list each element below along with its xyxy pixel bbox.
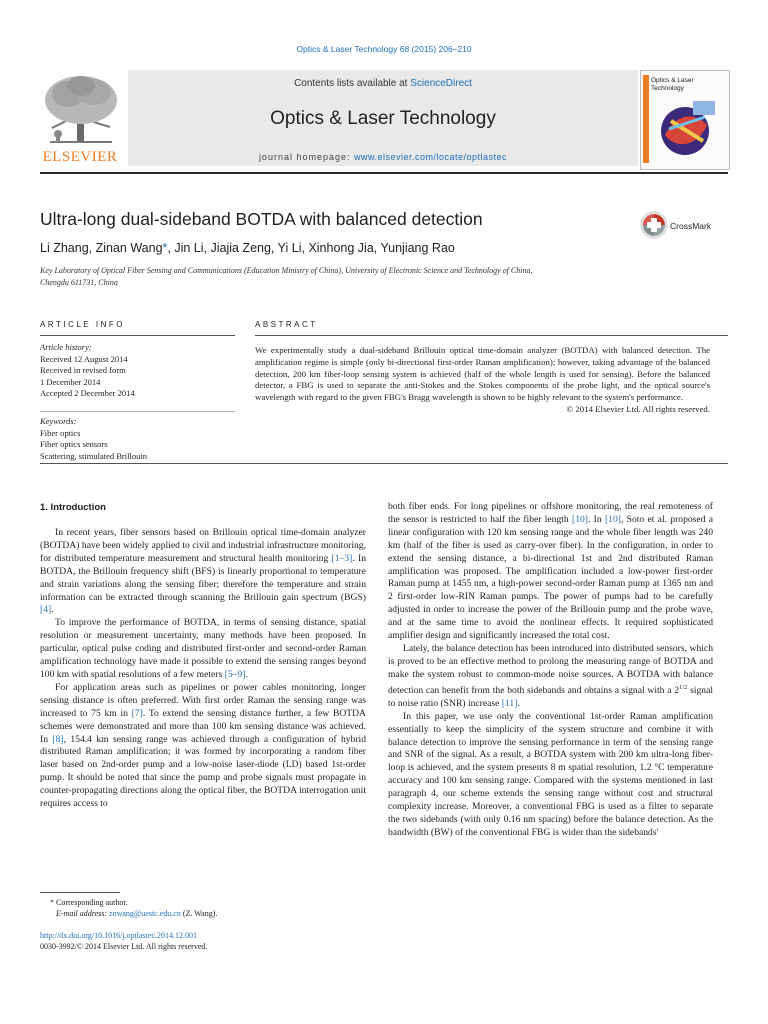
abstract-paragraph: We experimentally study a dual-sideband Brillouin optical time-domain analyzer (BOTDA) with balanced detection. The amplification regime is simple (only bi-directional first-order Raman amplification); however, taking advantage of the balanced detection, 200 km fiber-loop sensing system is achieved (half of the whole length is used for sensing). Before the balanced detector, a FBG is used to separate the anti-Stokes and the Stokes components of the probe light, and the optical source's wavelength with regard to the given FBG's Bragg wavelength is shown to be highly relevant to the system's performance. [255, 345, 710, 403]
keywords-label: Keywords: [40, 416, 77, 426]
intro-paragraph: both fiber ends. For long pipelines or offshore monitoring, the real remoteness of the sensor is restricted to half the fiber length [10]. In [10], Soto et al. proposed a linear configuration with 120 km sensing range and the whole fiber length was 240 km (half of the fiber is used as carry-over fiber). In the configuration, in order to extend the sensing distance, a bi-directional 1st and 2nd distributed Raman amplification was proposed. The amplification included a low-power first-order Raman pump at 1455 nm, a high-power second-order Raman pump at 1365 nm and 2 first-order low-RIN Raman pumps. The power of pumps had to be carefully adjusted in order to increase the power of the Brillouin pump and the probe wave, and at the same time to avoid the nonlinear effects. It required sophisticated amplifier design and significantly increased the total cost. [388, 501, 713, 642]
article-history [40, 342, 235, 400]
keyword-item: Scattering, stimulated Brillouin [40, 450, 147, 461]
email-suffix: (Z. Wang). [180, 909, 218, 918]
contents-available-line [128, 78, 638, 89]
abstract-heading: ABSTRACT [255, 320, 318, 329]
crossmark-label: CrossMark [670, 221, 712, 231]
article-info-rule [40, 335, 235, 336]
author-list [40, 241, 455, 255]
intro-paragraph: For application areas such as pipelines or power cables monitoring, longer sensing distance is often preferred. With first order Raman the sensing range was increased to 75 km in [7]. To extend the sensing distance further, a few BOTDA schemes were demonstrated and more than 100 km sensing distance was achieved. In [8], 154.4 km sensing range was achieved through a configuration of hybrid distributed Raman amplification; it was formed by incorporating a random fiber laser based on 2nd-order pump and a low-noise laser-diode (LD) based 1st-order pump. It should be noted that since the pump and probe signals must propagate in counter-propagating directions along the optical fiber, the BOTDA interrogation unit requires access to [40, 681, 366, 810]
history-item: Received 12 August 2014 [40, 353, 128, 364]
citation-link[interactable]: [7] [131, 707, 143, 719]
journal-title: Optics & Laser Technology [270, 108, 496, 129]
citation-link[interactable]: [8] [52, 733, 64, 745]
intro-paragraph: In this paper, we use only the conventional 1st-order Raman amplification essentially to keep the simplicity of the system structure and combine it with balance detection to improve the sensing performance in term of the sensing range and SNR of the signal. As a result, a BOTDA system with 200 km ultra-long fiber-loop is achieved, and the system presents 8 m spatial resolution, 1.2 °C temperature accuracy and 100 km sensing range. Compared with the systems mentioned in last paragraph 4, our scheme extends the sensing range without cost and structural complexity increase. Moreover, a conventional FBG is used as a filter to separate the two sidebands (with only 0.16 nm spacing) before the balance detection. As the bandwidth (BW) of the conventional FBG is wider than the sidebands' [388, 710, 713, 838]
abstract-body [255, 345, 710, 416]
history-item: 1 December 2014 [40, 376, 101, 387]
history-item: Received in revised form [40, 365, 126, 375]
authors-rest: , Jin Li, Jiajia Zeng, Yi Li, Xinhong Jia, Yunjiang Rao [167, 241, 455, 255]
body-left-column [40, 527, 366, 811]
introduction-heading: 1. Introduction [40, 502, 106, 513]
journal-cover-thumbnail[interactable] [640, 70, 730, 170]
homepage-link[interactable]: www.elsevier.com/locate/optlastec [354, 152, 508, 162]
citation-link[interactable]: [10] [604, 513, 621, 525]
elsevier-wordmark: ELSEVIER [42, 149, 118, 165]
article-footer [40, 930, 360, 952]
body-right-column [388, 501, 713, 840]
abstract-rule [255, 335, 728, 336]
citation-link[interactable]: [10] [572, 513, 588, 525]
citation-link[interactable]: [4] [40, 604, 52, 616]
section-bottom-rule [40, 463, 728, 464]
footnote-email-line [50, 908, 370, 919]
corresponding-author-footnote [50, 897, 370, 919]
abstract-copyright: © 2014 Elsevier Ltd. All rights reserved. [566, 403, 710, 414]
sciencedirect-link[interactable]: ScienceDirect [410, 78, 472, 89]
crossmark-icon [640, 211, 668, 239]
history-label: Article history: [40, 342, 92, 352]
doi-link[interactable]: http://dx.doi.org/10.1016/j.optlastec.2014.12.001 [40, 931, 197, 940]
article-title: Ultra-long dual-sideband BOTDA with balanced detection [40, 209, 483, 229]
history-item: Accepted 2 December 2014 [40, 388, 135, 398]
citation-link[interactable]: [5–9] [224, 668, 246, 680]
homepage-prefix: journal homepage: [258, 152, 354, 162]
affiliation [40, 265, 730, 289]
intro-paragraph: Lately, the balance detection has been introduced into distributed sensors, which is proved to be an effective method to prolong the measuring range of BOTDA and make the system robust to common-mode noise sources. A BOTDA with balance detection can benefit from the both sidebands and obtains a signal with a $2^{1/2}$ signal to noise ratio (SNR) increase [11]. [388, 642, 713, 709]
author-email-link[interactable]: znwang@uestc.edu.cn [109, 909, 181, 918]
header-rule [40, 172, 728, 174]
journal-homepage-line [128, 152, 638, 162]
history-keywords-divider [40, 411, 235, 412]
article-info-heading: ARTICLE INFO [40, 320, 125, 329]
cover-title: Optics & Laser Technology [651, 77, 694, 92]
corresponding-author-mark[interactable]: * [162, 241, 168, 255]
intro-paragraph: To improve the performance of BOTDA, in terms of sensing distance, spatial resolution or measurement uncertainty, many methods have been proposed. In particular, optical pulse coding and distributed first-order and second-order Raman amplification technology have made it possible to extend the sensing ranges beyond 100 km with spatial resolutions of a few meters [5–9]. [40, 617, 366, 680]
intro-paragraph: In recent years, fiber sensors based on Brillouin optical time-domain analyzer (BOTDA) have been widely applied to civil and industrial infrastructure monitoring, for distributed temperature measurement and structural health monitoring [1–3]. In BOTDA, the Brillouin frequency shift (BFS) is linearly proportional to temperature and strain variations along the sensing fiber; therefore the temperature and strain information can be extracted through scanning the Brillouin gain spectrum (BGS) [4]. [40, 527, 366, 616]
citation-link[interactable]: [11] [501, 697, 518, 709]
issn-line: 0030-3992/© 2014 Elsevier Ltd. All rights reserved. [40, 942, 208, 951]
keywords-block [40, 416, 235, 462]
citation-link[interactable]: [1–3] [331, 552, 353, 564]
keyword-item: Fiber optics sensors [40, 439, 108, 449]
contents-prefix: Contents lists available at [294, 78, 411, 89]
authors-first: Li Zhang, Zinan Wang [40, 241, 163, 255]
affiliation-line-2: Chengdu 611731, China [40, 278, 118, 287]
footnote-star-line: * Corresponding author. [50, 898, 128, 907]
footnote-rule [40, 892, 120, 893]
journal-reference[interactable]: Optics & Laser Technology 68 (2015) 206–210 [296, 44, 472, 54]
crossmark-badge[interactable] [640, 211, 730, 241]
affiliation-line-1: Key Laboratory of Optical Fiber Sensing and Communications (Education Ministry of China), University of Electronic Science and Technology of China, [40, 266, 533, 275]
email-label: E-mail address: [56, 909, 110, 918]
keyword-item: Fiber optics [40, 427, 81, 438]
